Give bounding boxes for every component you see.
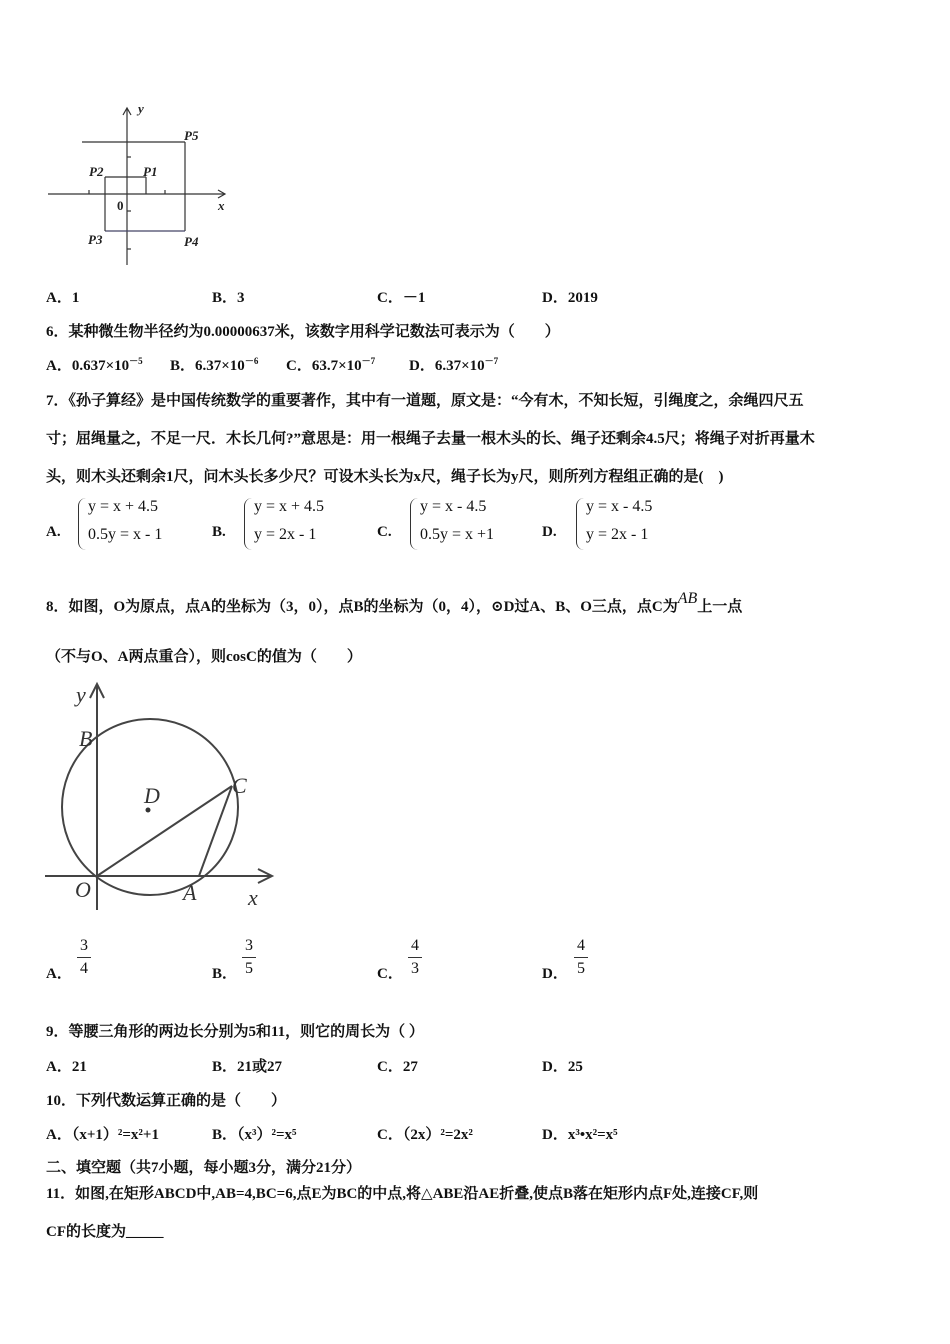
label-d: D [144,783,160,808]
label-p5: P5 [184,128,199,143]
q6-option-b[interactable] [170,354,258,375]
exponent: －6 [244,356,259,366]
q6-option-d[interactable] [409,354,498,375]
section-2-heading: 二、填空题（共7小题，每小题3分，满分21分） [46,1160,362,1176]
equation-2: y = 2x - 1 [254,526,317,543]
y-axis-label: y [138,101,144,116]
q9-option-c[interactable]: C．27 [377,1059,418,1075]
q5-option-c[interactable]: C．－1 [377,290,426,306]
option-text: B．6.37×10 [170,358,245,374]
q6-option-c[interactable] [286,354,375,375]
q8-option-b-label[interactable]: B． [212,966,238,982]
q11-line-1: 11．如图,在矩形ABCD中,AB=4,BC=6,点E为BC的中点,将△ABE沿AE折叠,使点B落在矩形内点F处,连接CF,则 [46,1186,759,1202]
q5-option-d[interactable]: D．2019 [542,290,598,306]
equation-1: y = x - 4.5 [586,498,653,515]
origin-label: 0 [117,198,124,213]
label-c: C [232,773,247,798]
exponent: －7 [361,356,376,366]
option-text: C．63.7×10 [286,358,362,374]
q8-option-d-fraction[interactable] [574,937,588,978]
q10-option-a[interactable]: A．（x+1）²=x²+1 [46,1127,159,1143]
denominator: 5 [577,960,585,977]
q7-line-1: 7．《孙子算经》是中国传统数学的重要著作，其中有一道题，原文是：“今有木，不知长短，引绳度之，余绳四尺五 [46,393,804,409]
exponent: －7 [484,356,499,366]
denominator: 3 [411,960,419,977]
q9-option-b[interactable]: B．21或27 [212,1059,283,1075]
numerator: 4 [574,937,588,958]
q5-option-b[interactable]: B．3 [212,290,245,306]
q8-option-c-fraction[interactable] [408,937,422,978]
q7-option-a-label[interactable]: A. [46,524,61,540]
option-text: A．0.637×10 [46,358,130,374]
label-p3: P3 [88,232,103,247]
q8-option-d-label[interactable]: D． [542,966,568,982]
q11-line-2: CF的长度为_____ [46,1224,164,1240]
q10-option-b[interactable]: B．（x³）²=x⁵ [212,1127,297,1143]
label-p4: P4 [184,234,199,249]
q9-option-d[interactable]: D．25 [542,1059,583,1075]
equation-2: y = 2x - 1 [586,526,649,543]
x-axis-label: x [218,198,225,213]
q8-option-a-label[interactable]: A． [46,966,72,982]
q7-line-2: 寸；屈绳量之，不足一尺．木长几何?”意思是：用一根绳子去量一根木头的长、绳子还剩余4.5尺；将绳子对折再量木 [46,431,815,447]
q10-stem: 10．下列代数运算正确的是（ ） [46,1093,287,1109]
q7-option-b-label[interactable]: B. [212,524,226,540]
q8-text: 8．如图，O为原点，点A的坐标为（3，0），点B的坐标为（0，4），⊙D过A、B、O三点，点C为 [46,599,678,615]
numerator: 3 [77,937,91,958]
equation-1: y = x - 4.5 [420,498,487,515]
exponent: －5 [129,356,143,366]
q8-text-end: 上一点 [697,599,743,615]
q8-option-a-fraction[interactable] [77,937,91,978]
figure-q5-coordinate-diagram [40,95,240,270]
denominator: 5 [245,960,253,977]
y-axis-label: y [76,682,86,707]
equation-2: 0.5y = x - 1 [88,526,163,543]
q7-line-3: 头，则木头还剩余1尺，问木头长多少尺？可设木头长为x尺，绳子长为y尺，则所列方程组正确的是( ) [46,469,724,485]
q7-option-c-label[interactable]: C. [377,524,392,540]
q9-option-a[interactable]: A．21 [46,1059,87,1075]
q10-option-d[interactable]: D．x³•x²=x⁵ [542,1127,618,1143]
q8-line-2: （不与O、A两点重合），则cosC的值为（ ） [46,649,362,665]
q8-option-c-label[interactable]: C． [377,966,403,982]
numerator: 3 [242,937,256,958]
q6-option-a[interactable] [46,354,143,375]
equation-2: 0.5y = x +1 [420,526,495,543]
equation-1: y = x + 4.5 [88,498,159,515]
arc-ab-notation: AB [677,590,698,607]
numerator: 4 [408,937,422,958]
q6-stem: 6．某种微生物半径约为0.00000637米，该数字用科学记数法可表示为（ ） [46,324,560,340]
option-text: D．6.37×10 [409,358,485,374]
figure-q8-circle-diagram [40,680,280,915]
label-p2: P2 [89,164,104,179]
label-o: O [75,877,91,902]
q8-option-b-fraction[interactable] [242,937,256,978]
label-a: A [183,880,197,905]
x-axis-label: x [248,885,258,910]
label-p1: P1 [143,164,158,179]
denominator: 4 [80,960,88,977]
q10-option-c[interactable]: C．（2x）²=2x² [377,1127,473,1143]
q5-option-a[interactable]: A．1 [46,290,80,306]
equation-1: y = x + 4.5 [254,498,325,515]
q9-stem: 9．等腰三角形的两边长分别为5和11，则它的周长为（ ） [46,1024,424,1040]
label-b: B [79,726,93,751]
q8-line-1 [46,590,743,616]
q7-option-d-label[interactable]: D. [542,524,557,540]
